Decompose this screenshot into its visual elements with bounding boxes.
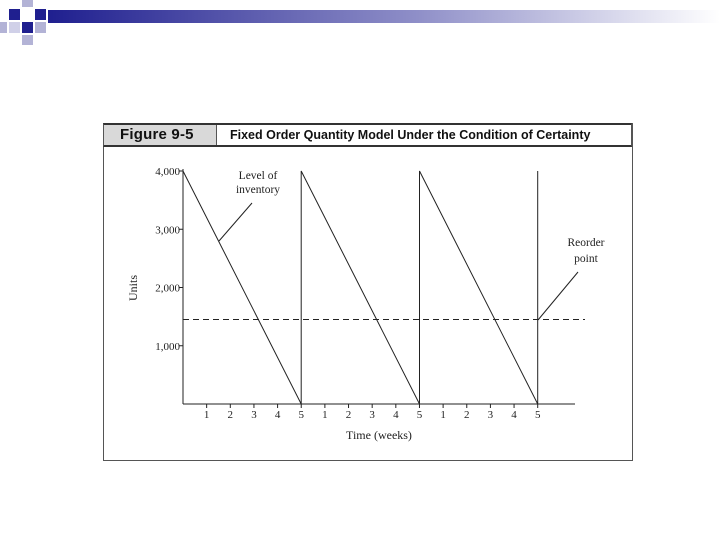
x-tick-label: 3 [487, 409, 494, 421]
chart-annotations [219, 170, 605, 320]
x-tick-label: 5 [298, 409, 304, 421]
inventory-level-line [183, 171, 538, 404]
y-tick-label: 1,000 [155, 340, 180, 353]
annotation-reorder-point: Reorder point [567, 237, 605, 265]
x-tick-label: 5 [534, 409, 541, 421]
x-tick-label: 2 [227, 409, 234, 421]
x-tick-label: 4 [393, 409, 399, 421]
x-tick-label: 1 [440, 409, 446, 421]
x-tick-label: 2 [464, 409, 470, 421]
figure-title: Fixed Order Quantity Model Under the Condition of Certainty [230, 128, 591, 142]
y-tick-label: 4,000 [155, 166, 180, 178]
annotation-leader-line [219, 203, 252, 241]
annotation-level-of-inventory: Level of inventory [235, 170, 281, 196]
x-tick-label: 3 [369, 409, 375, 421]
y-tick-label: 2,000 [155, 282, 180, 295]
x-tick-label: 2 [345, 409, 352, 421]
x-tick-label: 4 [274, 409, 281, 421]
figure-number: Figure 9-5 [120, 126, 194, 143]
y-axis-title: Units [126, 274, 140, 302]
x-axis-title: Time (weeks) [346, 428, 412, 442]
x-tick-label: 3 [251, 409, 257, 421]
x-tick-label: 4 [511, 409, 517, 421]
x-tick-label: 1 [203, 409, 210, 421]
chart-series [183, 171, 585, 404]
annotation-leader-line [538, 272, 578, 320]
x-tick-label: 5 [416, 409, 423, 421]
x-tick-label: 1 [322, 409, 328, 421]
chart-ticks [155, 166, 541, 421]
y-tick-label: 3,000 [155, 224, 180, 237]
